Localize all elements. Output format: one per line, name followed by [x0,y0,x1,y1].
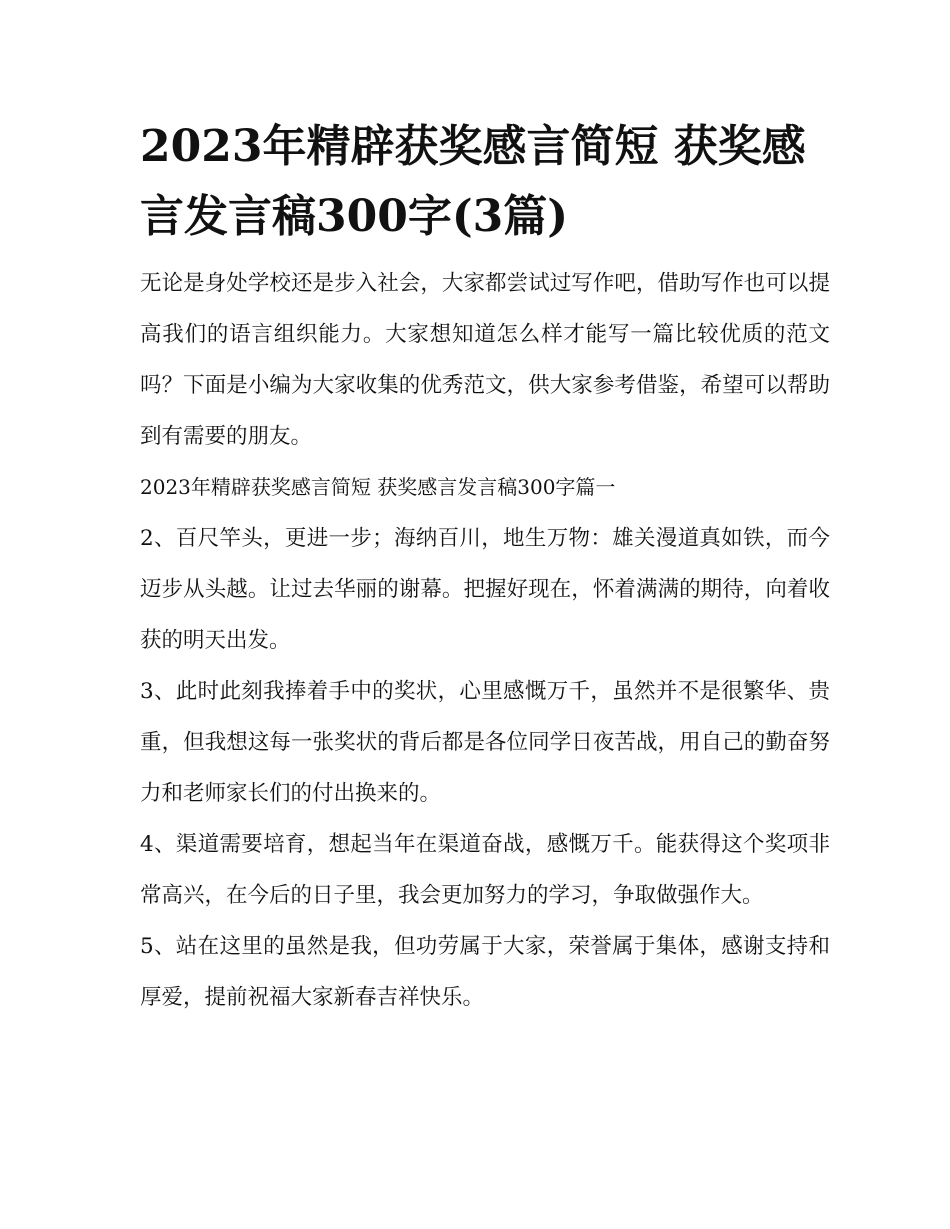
document-page [140,112,830,1023]
intro-paragraph: 无论是身处学校还是步入社会，大家都尝试过写作吧，借助写作也可以提高我们的语言组织能力。大家想知道怎么样才能写一篇比较优质的范文吗？下面是小编为大家收集的优秀范文，供大家参考借鉴，希望可以帮助到有需要的朋友。 [140,271,830,449]
list-item-3: 3、此时此刻我捧着手中的奖状，心里感慨万千，虽然并不是很繁华、贵重，但我想这每一张奖状的背后都是各位同学日夜苦战，用自己的勤奋努力和老师家长们的付出换来的。 [140,679,830,806]
list-item-2: 2、百尺竿头，更进一步；海纳百川，地生万物：雄关漫道真如铁，而今迈步从头越。让过去华丽的谢幕。把握好现在，怀着满满的期待，向着收获的明天出发。 [140,526,830,653]
section-heading: 2023年精辟获奖感言简短 获奖感言发言稿300字篇一 [140,475,616,499]
list-item-4: 4、渠道需要培育，想起当年在渠道奋战，感慨万千。能获得这个奖项非常高兴，在今后的日子里，我会更加努力的学习，争取做强作大。 [140,832,830,908]
document-title: 2023年精辟获奖感言简短 获奖感言发言稿300字(3篇) [140,121,806,242]
list-item-5: 5、站在这里的虽然是我，但功劳属于大家，荣誉属于集体，感谢支持和厚爱，提前祝福大家新春吉祥快乐。 [140,934,830,1010]
